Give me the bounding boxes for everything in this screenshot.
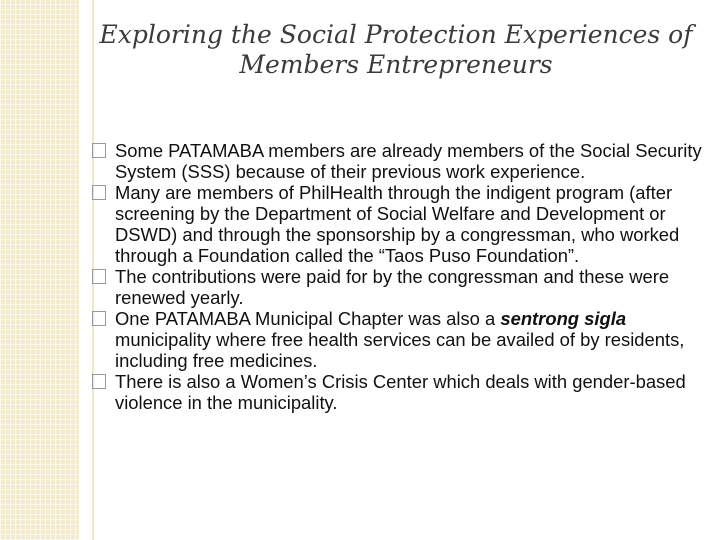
slide-title bbox=[96, 20, 696, 80]
slide-title-line-1: Exploring the Social Protection Experiences of bbox=[99, 20, 693, 49]
square-bullet-icon bbox=[92, 185, 106, 200]
bullet-text: There is also a Women’s Crisis Center which deals with gender-based violence in the municipality. bbox=[115, 371, 686, 413]
square-bullet-icon bbox=[92, 311, 106, 326]
bullet-list bbox=[92, 140, 704, 413]
bullet-text-after: municipality where free health services can be availed of by residents, including free medicines. bbox=[115, 329, 685, 371]
square-bullet-icon bbox=[92, 143, 106, 158]
bullet-item-sss bbox=[92, 140, 704, 182]
bullet-text bbox=[115, 308, 684, 371]
bullet-text: Some PATAMABA members are already members of the Social Security System (SSS) because of their previous work experience. bbox=[115, 140, 702, 182]
square-bullet-icon bbox=[92, 374, 106, 389]
bullet-text-emphasis: sentrong sigla bbox=[500, 308, 627, 329]
bullet-item-crisis-center bbox=[92, 371, 704, 413]
bullet-item-sentrong-sigla bbox=[92, 308, 704, 371]
bullet-item-contributions bbox=[92, 266, 704, 308]
bullet-text: The contributions were paid for by the congressman and these were renewed yearly. bbox=[115, 266, 670, 308]
bullet-text-before: One PATAMABA Municipal Chapter was also a bbox=[115, 308, 501, 329]
bullet-item-philhealth bbox=[92, 182, 704, 266]
slide-title-line-2: Members Entrepreneurs bbox=[239, 50, 553, 79]
decorative-side-band bbox=[0, 0, 79, 540]
bullet-text: Many are members of PhilHealth through the indigent program (after screening by the Department of Social Welfare and Development or DSWD) and through the sponsorship by a congressman, who worked through a Foundation called the “Taos Puso Foundation”. bbox=[115, 182, 680, 266]
square-bullet-icon bbox=[92, 269, 106, 284]
